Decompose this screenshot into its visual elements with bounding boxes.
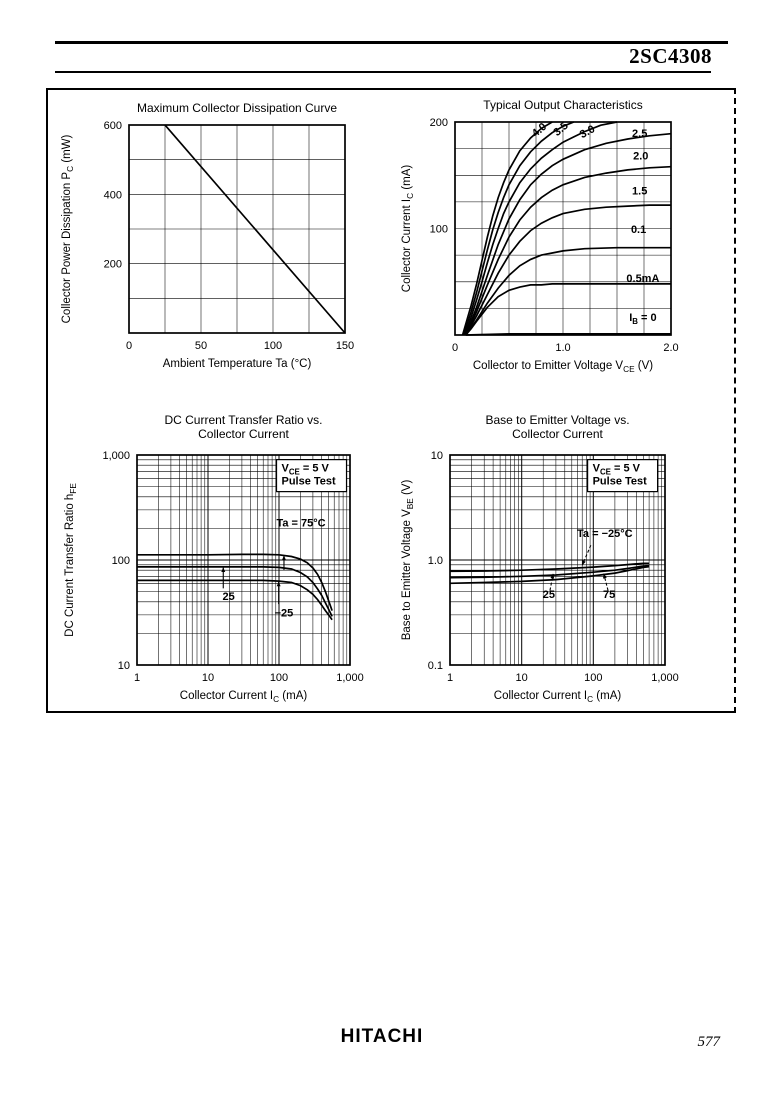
x-axis-title: Collector Current $I_C$ (mA) [179,690,308,704]
chart-title: Typical Output Characteristics [483,98,643,112]
chart-typical-output-characteristics [395,95,695,383]
annotation-box-text: Pulse Test [592,475,647,488]
annotation-text: 2.5 [632,127,648,140]
y-axis-title: Collector Power Dissipation $P_C$ (mW) [61,134,75,324]
annotation-text: 25 [222,590,235,603]
annotation-text: −25 [274,607,294,620]
page-number: 577 [697,1034,720,1050]
annotation-text: 0.5mA [626,272,660,285]
part-number: 2SC4308 [629,44,712,68]
x-tick-label: 10 [201,672,215,684]
x-tick-label: 1.0 [555,342,571,354]
y-tick-label: 200 [103,258,122,271]
x-tick-label: 0 [125,340,133,352]
x-tick-label: 1,000 [336,672,364,684]
chart-title: Maximum Collector Dissipation Curve [136,101,338,115]
x-axis-title: Collector Current $I_C$ (mA) [493,690,622,704]
x-tick-label: 100 [584,672,603,684]
y-tick-label: 1.0 [427,555,443,567]
hitachi-logo: HITACHI [340,1026,424,1047]
y-axis-title: DC Current Transfer Ratio $h_{FE}$ [64,483,78,637]
y-tick-label: 600 [103,120,122,132]
annotation-text: 2.0 [633,150,649,163]
x-tick-label: 10 [515,672,528,684]
x-tick-label: 50 [194,340,208,352]
chart-title: Collector Current [198,427,289,441]
chart-title: DC Current Transfer Ratio vs. [164,413,323,427]
x-axis-title: Collector to Emitter Voltage $V_{CE}$ (V) [472,360,654,374]
x-tick-label: 0 [451,342,459,354]
x-tick-label: 1 [446,672,454,684]
y-tick-label: 10 [117,660,130,672]
header-rule-thin [55,71,711,73]
x-axis-title: Ambient Temperature Ta (°C) [162,358,312,370]
annotation-text: 4.0 [529,120,550,140]
x-tick-label: 1,000 [651,672,679,684]
annotation-text: $I_B = 0$ [629,312,657,327]
annotation-box-text: $V_{CE} = 5$ V [592,462,640,477]
chart-title: Collector Current [512,427,603,441]
annotation-text: 75 [602,588,616,601]
annotation-box-text: Pulse Test [281,475,336,488]
x-tick-label: 100 [269,672,289,684]
annotation-text: Ta = −25°C [577,527,633,540]
y-tick-label: 400 [103,189,122,202]
annotation-text: 3.5 [551,119,571,139]
x-tick-label: 100 [263,340,283,352]
chart-title: Base to Emitter Voltage vs. [485,413,630,427]
annotation-arrowhead [221,567,225,572]
chart-max-collector-dissipation [55,98,375,383]
annotation-text: 3.0 [577,123,598,142]
x-tick-label: 150 [335,340,355,352]
annotation-text: 1.5 [632,185,648,198]
annotation-arrowhead [582,560,586,565]
y-tick-label: 10 [430,450,443,462]
y-axis-title: Collector Current $I_C$ (mA) [401,164,415,293]
annotation-arrowhead [277,582,281,587]
chart-dc-current-transfer-ratio [58,410,378,710]
annotation-text: Ta = 75°C [276,517,326,530]
y-tick-label: 200 [429,117,448,129]
annotation-text: 0.1 [630,223,647,236]
annotation-text: 25 [542,588,556,601]
y-axis-title: Base to Emitter Voltage $V_{BE}$ (V) [401,479,415,641]
x-tick-label: 1 [133,672,141,684]
y-tick-label: 1,000 [102,450,130,462]
chart-base-emitter-voltage [395,410,695,710]
y-tick-label: 100 [429,223,448,236]
x-tick-label: 2.0 [663,342,679,354]
y-tick-label: 0.1 [427,660,443,672]
annotation-box-text: $V_{CE} = 5$ V [281,462,329,477]
y-tick-label: 100 [111,555,130,567]
